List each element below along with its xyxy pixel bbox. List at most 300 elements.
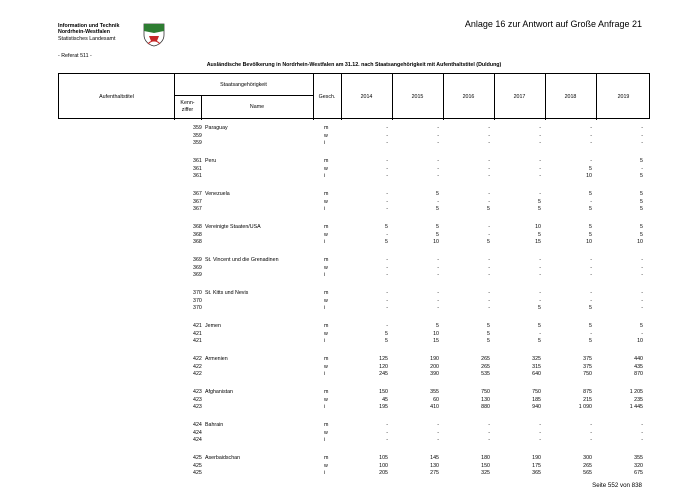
value-cell: 10 (637, 239, 643, 245)
value-cell: 880 (481, 404, 490, 410)
country-code: 421 (193, 323, 202, 329)
value-cell: - (386, 173, 388, 179)
value-cell: 940 (532, 404, 541, 410)
value-cell: 5 (640, 231, 643, 238)
value-cell: - (641, 264, 643, 271)
table-row (58, 133, 650, 141)
value-cell: 5 (436, 231, 439, 238)
value-cell: 320 (634, 462, 643, 469)
sex-cell: i (324, 371, 326, 377)
value-cell: - (539, 429, 541, 436)
value-cell: 5 (538, 323, 541, 329)
value-cell: 5 (487, 338, 490, 344)
value-cell: 150 (481, 462, 490, 469)
value-cell: - (641, 290, 643, 296)
value-cell: 5 (487, 239, 490, 245)
value-cell: - (488, 191, 490, 197)
value-cell: 5 (589, 206, 592, 212)
country-code: 359 (193, 125, 202, 131)
value-cell: 195 (379, 404, 388, 410)
sex-cell: w (324, 132, 328, 139)
country-code: 424 (193, 429, 202, 436)
value-cell: - (386, 198, 388, 205)
country-code: 370 (193, 290, 202, 296)
value-cell: 870 (634, 371, 643, 377)
header-aufenthaltstitel: Aufenthaltstitel (99, 94, 134, 100)
country-code: 425 (193, 455, 202, 461)
country-code: 425 (193, 462, 202, 469)
value-cell: 315 (532, 363, 541, 370)
sex-cell: m (324, 455, 329, 461)
value-cell: - (437, 264, 439, 271)
sex-cell: w (324, 198, 328, 205)
country-group (58, 290, 650, 313)
value-cell: 100 (379, 462, 388, 469)
country-code: 421 (193, 338, 202, 344)
value-cell: 5 (640, 224, 643, 230)
sex-cell: i (324, 437, 326, 443)
value-cell: 5 (589, 165, 592, 172)
value-cell: - (641, 297, 643, 304)
country-code: 370 (193, 305, 202, 311)
table-row (58, 199, 650, 207)
value-cell: 300 (583, 455, 592, 461)
value-cell: 215 (583, 396, 592, 403)
value-cell: 5 (589, 305, 592, 311)
value-cell: 180 (481, 455, 490, 461)
header-year: 2017 (513, 94, 526, 100)
value-cell: - (386, 272, 388, 278)
value-cell: - (386, 191, 388, 197)
value-cell: - (539, 422, 541, 428)
value-cell: - (539, 158, 541, 164)
table-row (58, 173, 650, 181)
table-row (58, 140, 650, 148)
value-cell: - (386, 206, 388, 212)
country-name: St. Kitts und Nevis (205, 290, 249, 296)
value-cell: 365 (532, 470, 541, 476)
table-row (58, 331, 650, 339)
value-cell: 265 (583, 462, 592, 469)
value-cell: 5 (538, 305, 541, 311)
table-row (58, 338, 650, 346)
value-cell: 105 (379, 455, 388, 461)
value-cell: 5 (640, 198, 643, 205)
table-row (58, 455, 650, 463)
sex-cell: m (324, 224, 329, 230)
country-code: 370 (193, 297, 202, 304)
country-group (58, 158, 650, 181)
country-code: 369 (193, 272, 202, 278)
country-group (58, 191, 650, 214)
value-cell: 175 (532, 462, 541, 469)
value-cell: - (386, 297, 388, 304)
value-cell: 5 (385, 224, 388, 230)
value-cell: 1 090 (578, 404, 592, 410)
header-kennziffer-2: ziffer (181, 107, 194, 113)
value-cell: - (539, 330, 541, 337)
country-code: 368 (193, 231, 202, 238)
value-cell: - (641, 272, 643, 278)
value-cell: - (590, 272, 592, 278)
sex-cell: i (324, 470, 326, 476)
value-cell: - (590, 422, 592, 428)
value-cell: - (641, 257, 643, 263)
value-cell: 265 (481, 356, 490, 362)
table-row (58, 232, 650, 240)
table-row (58, 224, 650, 232)
value-cell: - (386, 165, 388, 172)
sex-cell: m (324, 389, 329, 395)
country-group (58, 125, 650, 148)
value-cell: 10 (433, 330, 439, 337)
country-code: 368 (193, 239, 202, 245)
value-cell: - (488, 173, 490, 179)
sex-cell: m (324, 323, 329, 329)
country-code: 361 (193, 173, 202, 179)
value-cell: 5 (487, 206, 490, 212)
value-cell: - (437, 173, 439, 179)
country-group (58, 389, 650, 412)
value-cell: - (539, 257, 541, 263)
value-cell: 205 (379, 470, 388, 476)
value-cell: 390 (430, 371, 439, 377)
country-code: 425 (193, 470, 202, 476)
value-cell: 5 (385, 330, 388, 337)
country-code: 361 (193, 158, 202, 164)
country-name: Venezuela (205, 191, 230, 197)
value-cell: 130 (481, 396, 490, 403)
sex-cell: w (324, 330, 328, 337)
header-year: 2018 (564, 94, 577, 100)
country-group (58, 356, 650, 379)
value-cell: 5 (436, 323, 439, 329)
value-cell: 235 (634, 396, 643, 403)
country-name: Bahrain (205, 422, 224, 428)
value-cell: - (590, 125, 592, 131)
value-cell: 275 (430, 470, 439, 476)
country-code: 369 (193, 264, 202, 271)
value-cell: - (386, 125, 388, 131)
country-group (58, 455, 650, 478)
value-cell: - (437, 257, 439, 263)
value-cell: - (641, 330, 643, 337)
value-cell: 45 (382, 396, 388, 403)
document-heading: Anlage 16 zur Antwort auf Große Anfrage 21 (464, 19, 642, 29)
country-code: 368 (193, 224, 202, 230)
value-cell: - (488, 422, 490, 428)
sex-cell: i (324, 338, 326, 344)
country-code: 423 (193, 404, 202, 410)
value-cell: - (437, 198, 439, 205)
table-row (58, 305, 650, 313)
value-cell: 5 (487, 323, 490, 329)
value-cell: 535 (481, 371, 490, 377)
country-code: 367 (193, 198, 202, 205)
table-row (58, 166, 650, 174)
value-cell: 640 (532, 371, 541, 377)
value-cell: 375 (583, 363, 592, 370)
value-cell: - (386, 290, 388, 296)
value-cell: - (590, 140, 592, 146)
country-name: Jemen (205, 323, 221, 329)
value-cell: - (437, 158, 439, 164)
value-cell: 750 (481, 389, 490, 395)
country-code: 423 (193, 389, 202, 395)
value-cell: - (539, 132, 541, 139)
value-cell: - (488, 264, 490, 271)
table-row (58, 397, 650, 405)
value-cell: 875 (583, 389, 592, 395)
value-cell: 185 (532, 396, 541, 403)
value-cell: 150 (379, 389, 388, 395)
sex-cell: i (324, 239, 326, 245)
value-cell: - (437, 437, 439, 443)
value-cell: 145 (430, 455, 439, 461)
value-cell: 5 (538, 338, 541, 344)
value-cell: - (437, 140, 439, 146)
value-cell: - (386, 323, 388, 329)
table-row (58, 430, 650, 438)
table-row (58, 463, 650, 471)
value-cell: 5 (640, 323, 643, 329)
value-cell: 375 (583, 356, 592, 362)
header-name: Name (249, 104, 265, 110)
value-cell: - (539, 264, 541, 271)
value-cell: - (590, 198, 592, 205)
page-number: Seite 552 von 838 (592, 482, 642, 489)
value-cell: 355 (430, 389, 439, 395)
sex-cell: w (324, 264, 328, 271)
sex-cell: m (324, 422, 329, 428)
country-code: 424 (193, 422, 202, 428)
country-name: Paraguay (205, 125, 228, 131)
value-cell: 5 (436, 206, 439, 212)
value-cell: 15 (433, 338, 439, 344)
value-cell: - (437, 422, 439, 428)
value-cell: 5 (640, 173, 643, 179)
value-cell: 565 (583, 470, 592, 476)
table-row (58, 356, 650, 364)
value-cell: 325 (532, 356, 541, 362)
value-cell: - (539, 140, 541, 146)
value-cell: - (488, 125, 490, 131)
table-row (58, 323, 650, 331)
table-row (58, 371, 650, 379)
country-name: Afghanistan (205, 389, 233, 395)
value-cell: 750 (532, 389, 541, 395)
sex-cell: m (324, 257, 329, 263)
header-year: 2016 (462, 94, 475, 100)
value-cell: 5 (589, 338, 592, 344)
country-code: 422 (193, 371, 202, 377)
sex-cell: i (324, 206, 326, 212)
org-name-line2: Nordrhein-Westfalen (58, 29, 110, 36)
header-year: 2015 (411, 94, 424, 100)
value-cell: 5 (589, 231, 592, 238)
country-code: 367 (193, 206, 202, 212)
value-cell: 10 (586, 173, 592, 179)
value-cell: - (488, 305, 490, 311)
value-cell: - (488, 158, 490, 164)
country-code: 422 (193, 363, 202, 370)
value-cell: - (488, 224, 490, 230)
value-cell: - (488, 165, 490, 172)
country-code: 361 (193, 165, 202, 172)
value-cell: - (488, 437, 490, 443)
value-cell: - (590, 132, 592, 139)
sex-cell: i (324, 305, 326, 311)
value-cell: - (386, 429, 388, 436)
value-cell: - (590, 429, 592, 436)
value-cell: 5 (589, 191, 592, 197)
value-cell: - (641, 140, 643, 146)
sex-cell: i (324, 404, 326, 410)
value-cell: 130 (430, 462, 439, 469)
value-cell: 435 (634, 363, 643, 370)
country-code: 422 (193, 356, 202, 362)
value-cell: - (386, 231, 388, 238)
value-cell: - (641, 429, 643, 436)
value-cell: 5 (436, 191, 439, 197)
value-cell: 265 (481, 363, 490, 370)
value-cell: - (386, 264, 388, 271)
value-cell: - (539, 272, 541, 278)
value-cell: 325 (481, 470, 490, 476)
value-cell: 5 (538, 198, 541, 205)
org-name-line3: Statistisches Landesamt (58, 35, 116, 42)
country-name: Vereinigte Staaten/USA (205, 224, 261, 230)
referat-label: - Referat 511 - (58, 53, 92, 59)
sex-cell: m (324, 191, 329, 197)
country-group (58, 224, 650, 247)
value-cell: 10 (433, 239, 439, 245)
country-name: Aserbaidschan (205, 455, 241, 461)
value-cell: - (488, 290, 490, 296)
value-cell: - (488, 272, 490, 278)
value-cell: - (539, 191, 541, 197)
value-cell: - (488, 132, 490, 139)
value-cell: 5 (487, 330, 490, 337)
value-cell: - (386, 132, 388, 139)
value-cell: - (641, 422, 643, 428)
value-cell: - (641, 437, 643, 443)
value-cell: - (437, 272, 439, 278)
value-cell: 410 (430, 404, 439, 410)
value-cell: - (641, 132, 643, 139)
sex-cell: w (324, 165, 328, 172)
value-cell: - (539, 125, 541, 131)
header-year: 2014 (360, 94, 373, 100)
header-geschlecht: Gesch. (318, 94, 336, 100)
value-cell: 200 (430, 363, 439, 370)
value-cell: - (386, 305, 388, 311)
table-row (58, 191, 650, 199)
value-cell: 190 (430, 356, 439, 362)
header-kennziffer-1: Kenn- (180, 100, 195, 106)
value-cell: - (386, 257, 388, 263)
value-cell: 5 (385, 239, 388, 245)
value-cell: - (437, 305, 439, 311)
country-code: 359 (193, 132, 202, 139)
table-row (58, 272, 650, 280)
table-row (58, 298, 650, 306)
value-cell: 5 (589, 224, 592, 230)
table-row (58, 437, 650, 445)
value-cell: 355 (634, 455, 643, 461)
country-code: 423 (193, 396, 202, 403)
value-cell: - (488, 257, 490, 263)
value-cell: - (641, 165, 643, 172)
sex-cell: w (324, 231, 328, 238)
value-cell: 5 (640, 158, 643, 164)
value-cell: - (590, 257, 592, 263)
value-cell: 5 (538, 206, 541, 212)
value-cell: - (437, 125, 439, 131)
value-cell: - (590, 290, 592, 296)
table-row (58, 206, 650, 214)
table-title: Ausländische Bevölkerung in Nordrhein-Westfalen am 31.12. nach Staatsangehörigkeit mit Aufenthaltstitel (Duldung) (206, 62, 502, 68)
sex-cell: i (324, 272, 326, 278)
country-name: Armenien (205, 356, 228, 362)
value-cell: - (437, 290, 439, 296)
sex-cell: m (324, 290, 329, 296)
country-group (58, 257, 650, 280)
country-name: St. Vincent und die Grenadinen (205, 257, 279, 263)
value-cell: 440 (634, 356, 643, 362)
sex-cell: w (324, 297, 328, 304)
value-cell: - (386, 422, 388, 428)
sex-cell: m (324, 125, 329, 131)
value-cell: - (437, 165, 439, 172)
value-cell: - (590, 437, 592, 443)
value-cell: 1 205 (629, 389, 643, 395)
sex-cell: m (324, 158, 329, 164)
country-name: Peru (205, 158, 217, 164)
table-row (58, 389, 650, 397)
sex-cell: w (324, 363, 328, 370)
table-row (58, 265, 650, 273)
value-cell: - (641, 125, 643, 131)
value-cell: 10 (535, 224, 541, 230)
value-cell: - (539, 290, 541, 296)
value-cell: 125 (379, 356, 388, 362)
table-body (58, 125, 650, 488)
value-cell: 5 (436, 224, 439, 230)
header-year: 2019 (617, 94, 630, 100)
value-cell: 190 (532, 455, 541, 461)
value-cell: - (539, 165, 541, 172)
table-row (58, 158, 650, 166)
value-cell: - (539, 437, 541, 443)
sex-cell: w (324, 462, 328, 469)
table-header (58, 73, 650, 119)
table-row (58, 125, 650, 133)
value-cell: 5 (640, 191, 643, 197)
value-cell: 750 (583, 371, 592, 377)
value-cell: - (590, 297, 592, 304)
value-cell: - (590, 330, 592, 337)
table-row (58, 364, 650, 372)
value-cell: - (437, 297, 439, 304)
sex-cell: w (324, 396, 328, 403)
value-cell: 1 445 (629, 404, 643, 410)
country-group (58, 323, 650, 346)
value-cell: 10 (637, 338, 643, 344)
table-row (58, 404, 650, 412)
sex-cell: m (324, 356, 329, 362)
org-block (58, 23, 119, 42)
